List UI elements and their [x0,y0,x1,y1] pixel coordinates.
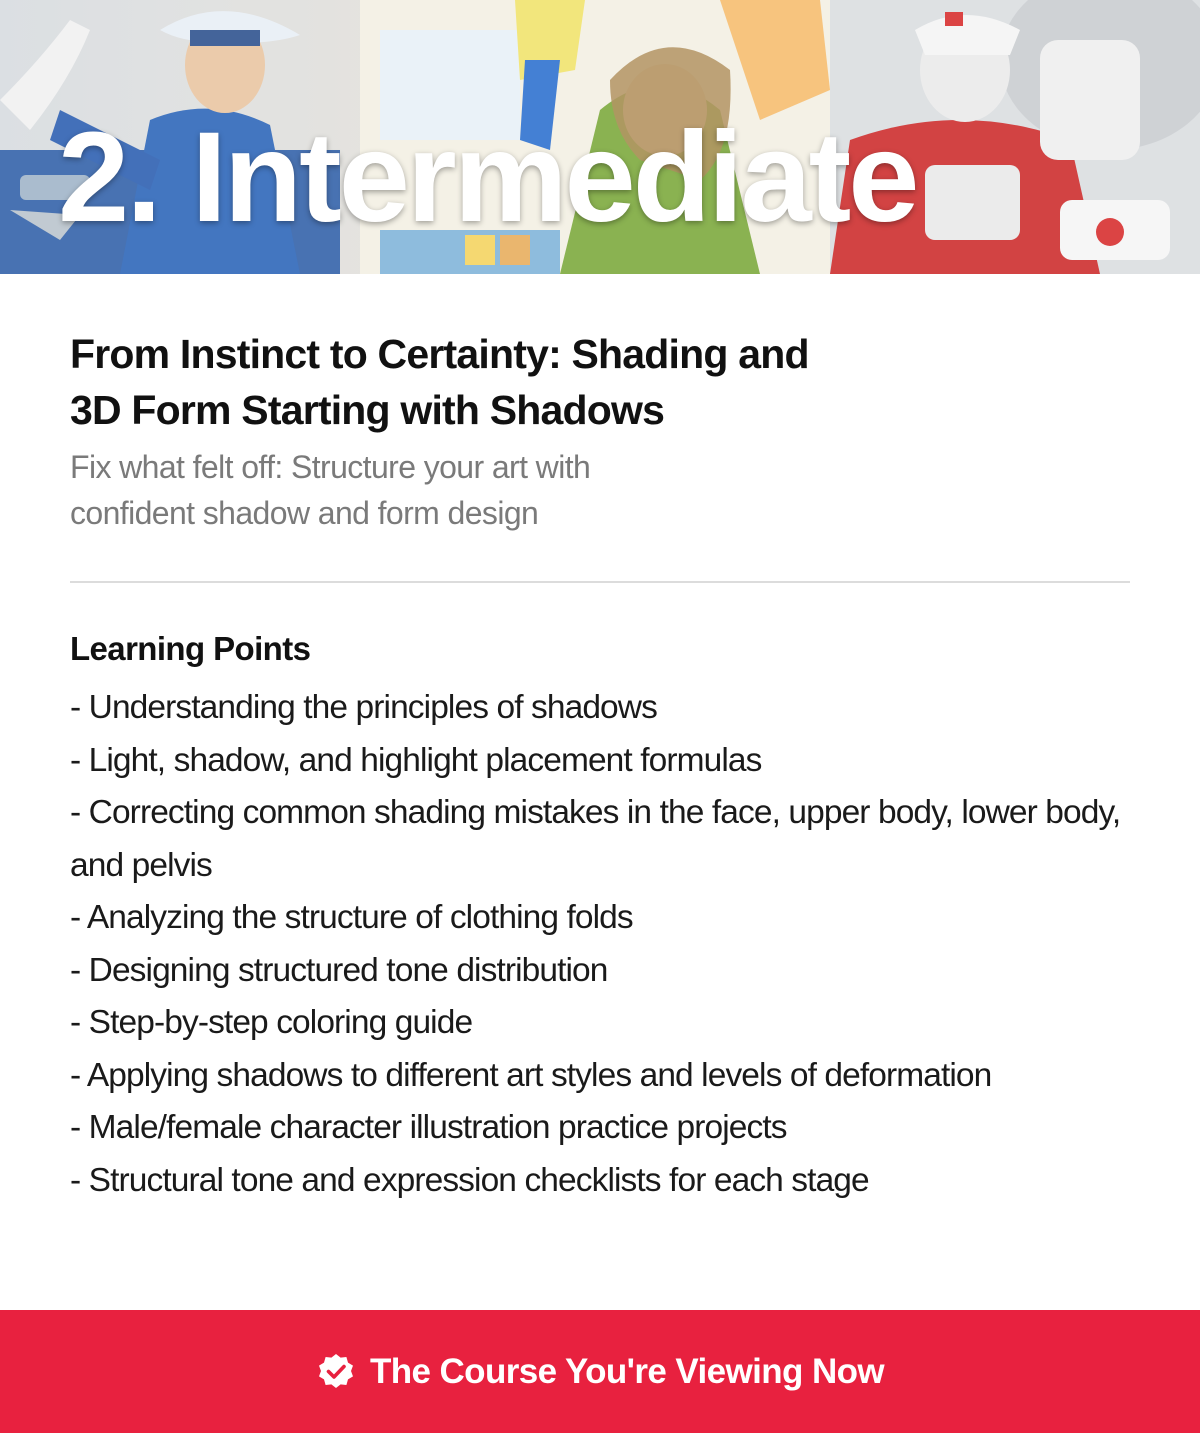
course-title: From Instinct to Certainty: Shading and 3D Form Starting with Shadows [70,331,809,433]
list-item: - Male/female character illustration practice projects [70,1109,787,1146]
list-item: - Light, shadow, and highlight placement formulas [70,741,762,779]
list-item: - Designing structured tone distribution [70,951,608,989]
section-divider [70,581,1130,583]
verified-check-badge-icon [316,1352,356,1392]
current-course-button[interactable] [0,1310,1200,1433]
list-item: - Step-by-step coloring guide [70,1004,473,1041]
learning-points-section [70,626,1140,1207]
hero-banner [0,0,1200,274]
learning-points-list [70,682,1140,1207]
course-subtitle: Fix what felt off: Structure your art with confident shadow and form design [70,449,591,531]
learning-points-heading: Learning Points [70,630,311,667]
list-item: - Understanding the principles of shadows [70,689,657,726]
cta-label: The Course You're Viewing Now [369,1351,885,1391]
level-title: 2. Intermediate [58,106,917,249]
list-item: - Applying shadows to different art styles and levels of deformation [70,1056,992,1094]
list-item: - Structural tone and expression checklists for each stage [70,1161,869,1199]
list-item: - Analyzing the structure of clothing folds [70,899,633,936]
list-item: - Correcting common shading mistakes in the face, upper body, lower body, and pelvis [70,794,1121,884]
course-info [70,326,1130,536]
